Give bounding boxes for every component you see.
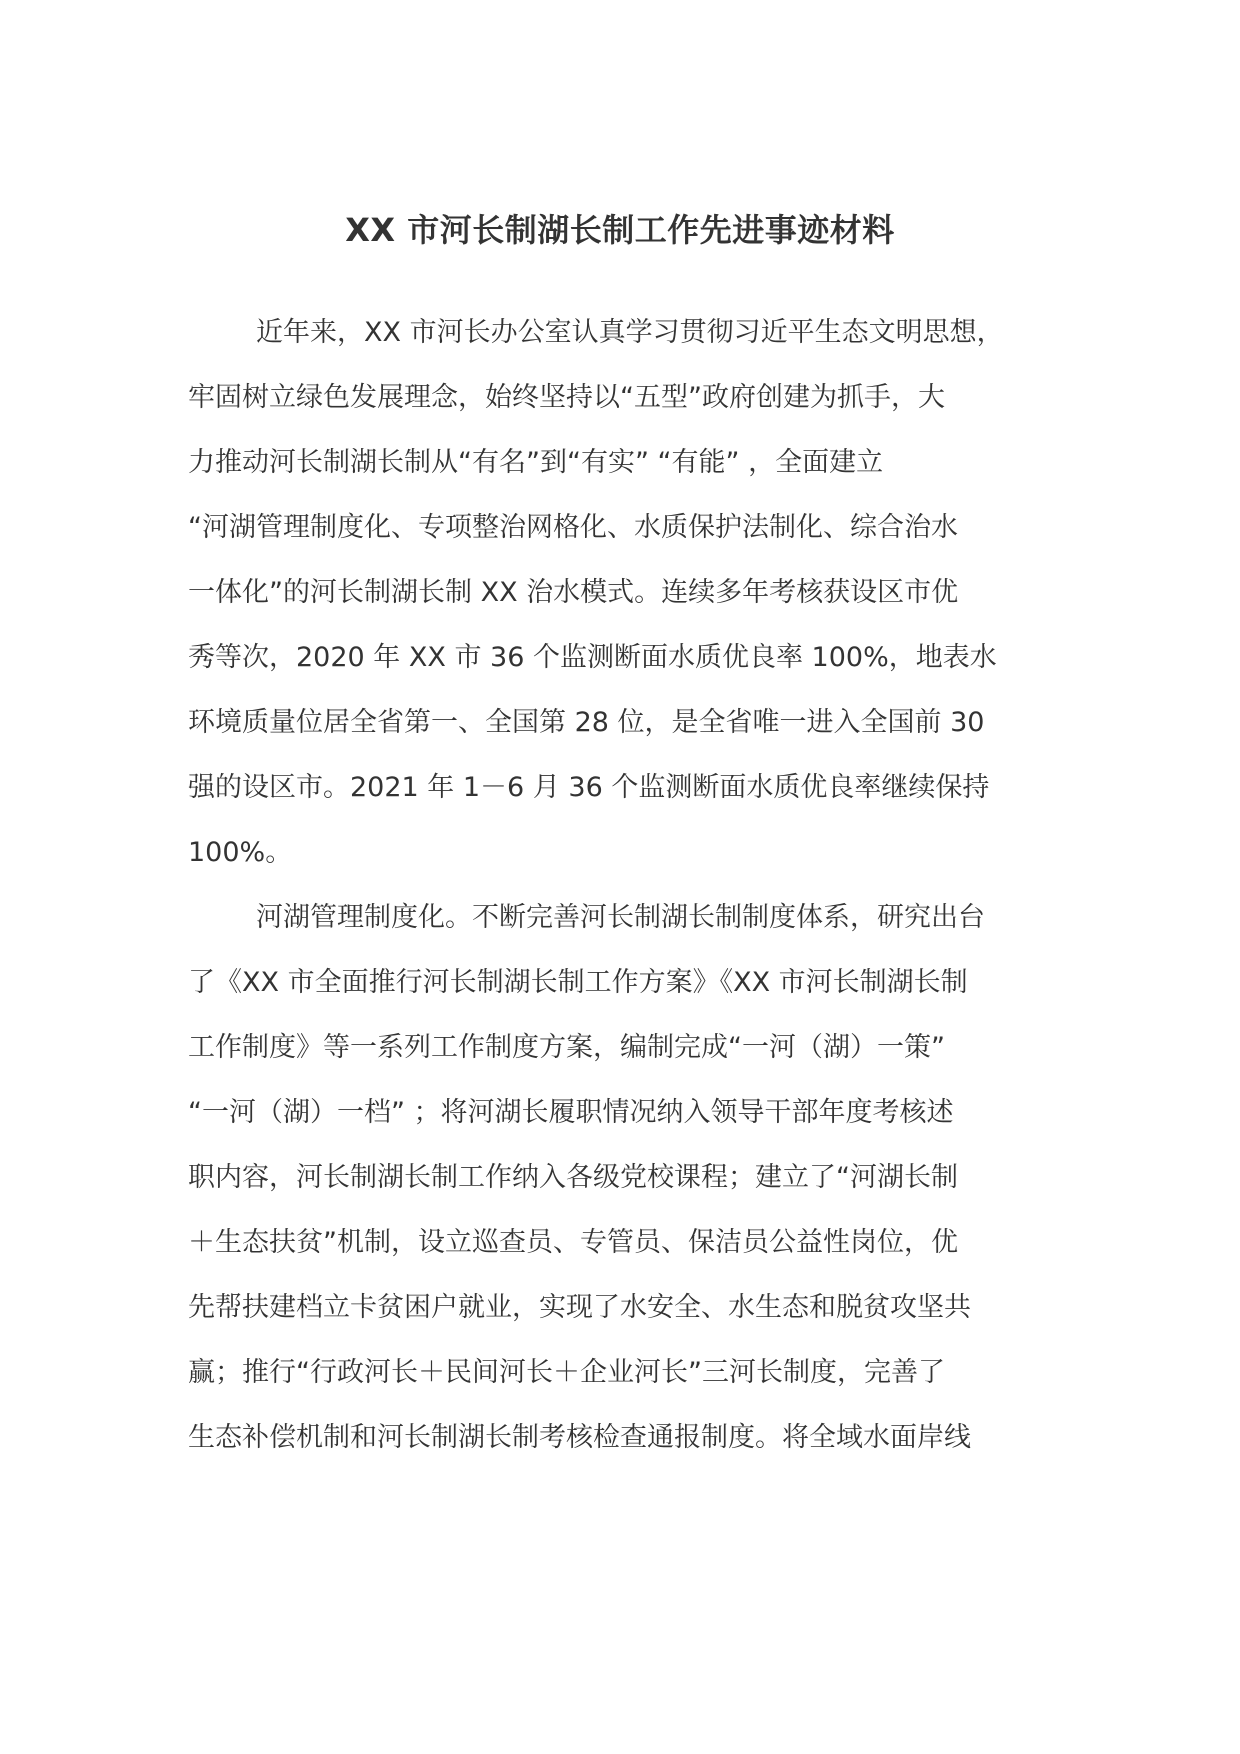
text-line: 了《XX 市全面推行河长制湖长制工作方案》《XX 市河长制湖长制 — [188, 967, 968, 998]
text-line: 近年来，XX 市河长办公室认真学习贯彻习近平生态文明思想， — [256, 317, 1004, 348]
text-line: 生态补偿机制和河长制湖长制考核检查通报制度。将全域水面岸线 — [188, 1422, 971, 1453]
text-line: 100%。 — [188, 837, 293, 868]
text-line: 力推动河长制湖长制从“有名”到“有实” “有能” ，全面建立 — [188, 447, 884, 478]
paragraph-intro — [188, 300, 1068, 885]
text-line: 牢固树立绿色发展理念，始终坚持以“五型”政府创建为抓手，大 — [188, 382, 945, 413]
document-body — [188, 300, 1068, 1470]
text-line: 秀等次，2020 年 XX 市 36 个监测断面水质优良率 100%，地表水 — [188, 642, 997, 673]
text-line: 河湖管理制度化。不断完善河长制湖长制制度体系，研究出台 — [256, 902, 985, 933]
text-line: “一河（湖）一档” ；将河湖长履职情况纳入领导干部年度考核述 — [188, 1097, 954, 1128]
document-title: XX 市河长制湖长制工作先进事迹材料 — [345, 211, 895, 249]
text-line: ＋生态扶贫”机制，设立巡查员、专管员、保洁员公益性岗位，优 — [188, 1227, 958, 1258]
text-line: 环境质量位居全省第一、全国第 28 位，是全省唯一进入全国前 30 — [188, 707, 985, 738]
paragraph-river-lake-management — [188, 885, 1068, 1470]
text-line: 先帮扶建档立卡贫困户就业，实现了水安全、水生态和脱贫攻坚共 — [188, 1292, 971, 1323]
text-line: 赢；推行“行政河长＋民间河长＋企业河长”三河长制度，完善了 — [188, 1357, 945, 1388]
text-line: 职内容，河长制湖长制工作纳入各级党校课程；建立了“河湖长制 — [188, 1162, 958, 1193]
text-line: 一体化”的河长制湖长制 XX 治水模式。连续多年考核获设区市优 — [188, 577, 959, 608]
text-line: 工作制度》等一系列工作制度方案，编制完成“一河（湖）一策” — [188, 1032, 945, 1063]
text-line: “河湖管理制度化、专项整治网格化、水质保护法制化、综合治水 — [188, 512, 958, 543]
text-line: 强的设区市。2021 年 1－6 月 36 个监测断面水质优良率继续保持 — [188, 772, 990, 803]
